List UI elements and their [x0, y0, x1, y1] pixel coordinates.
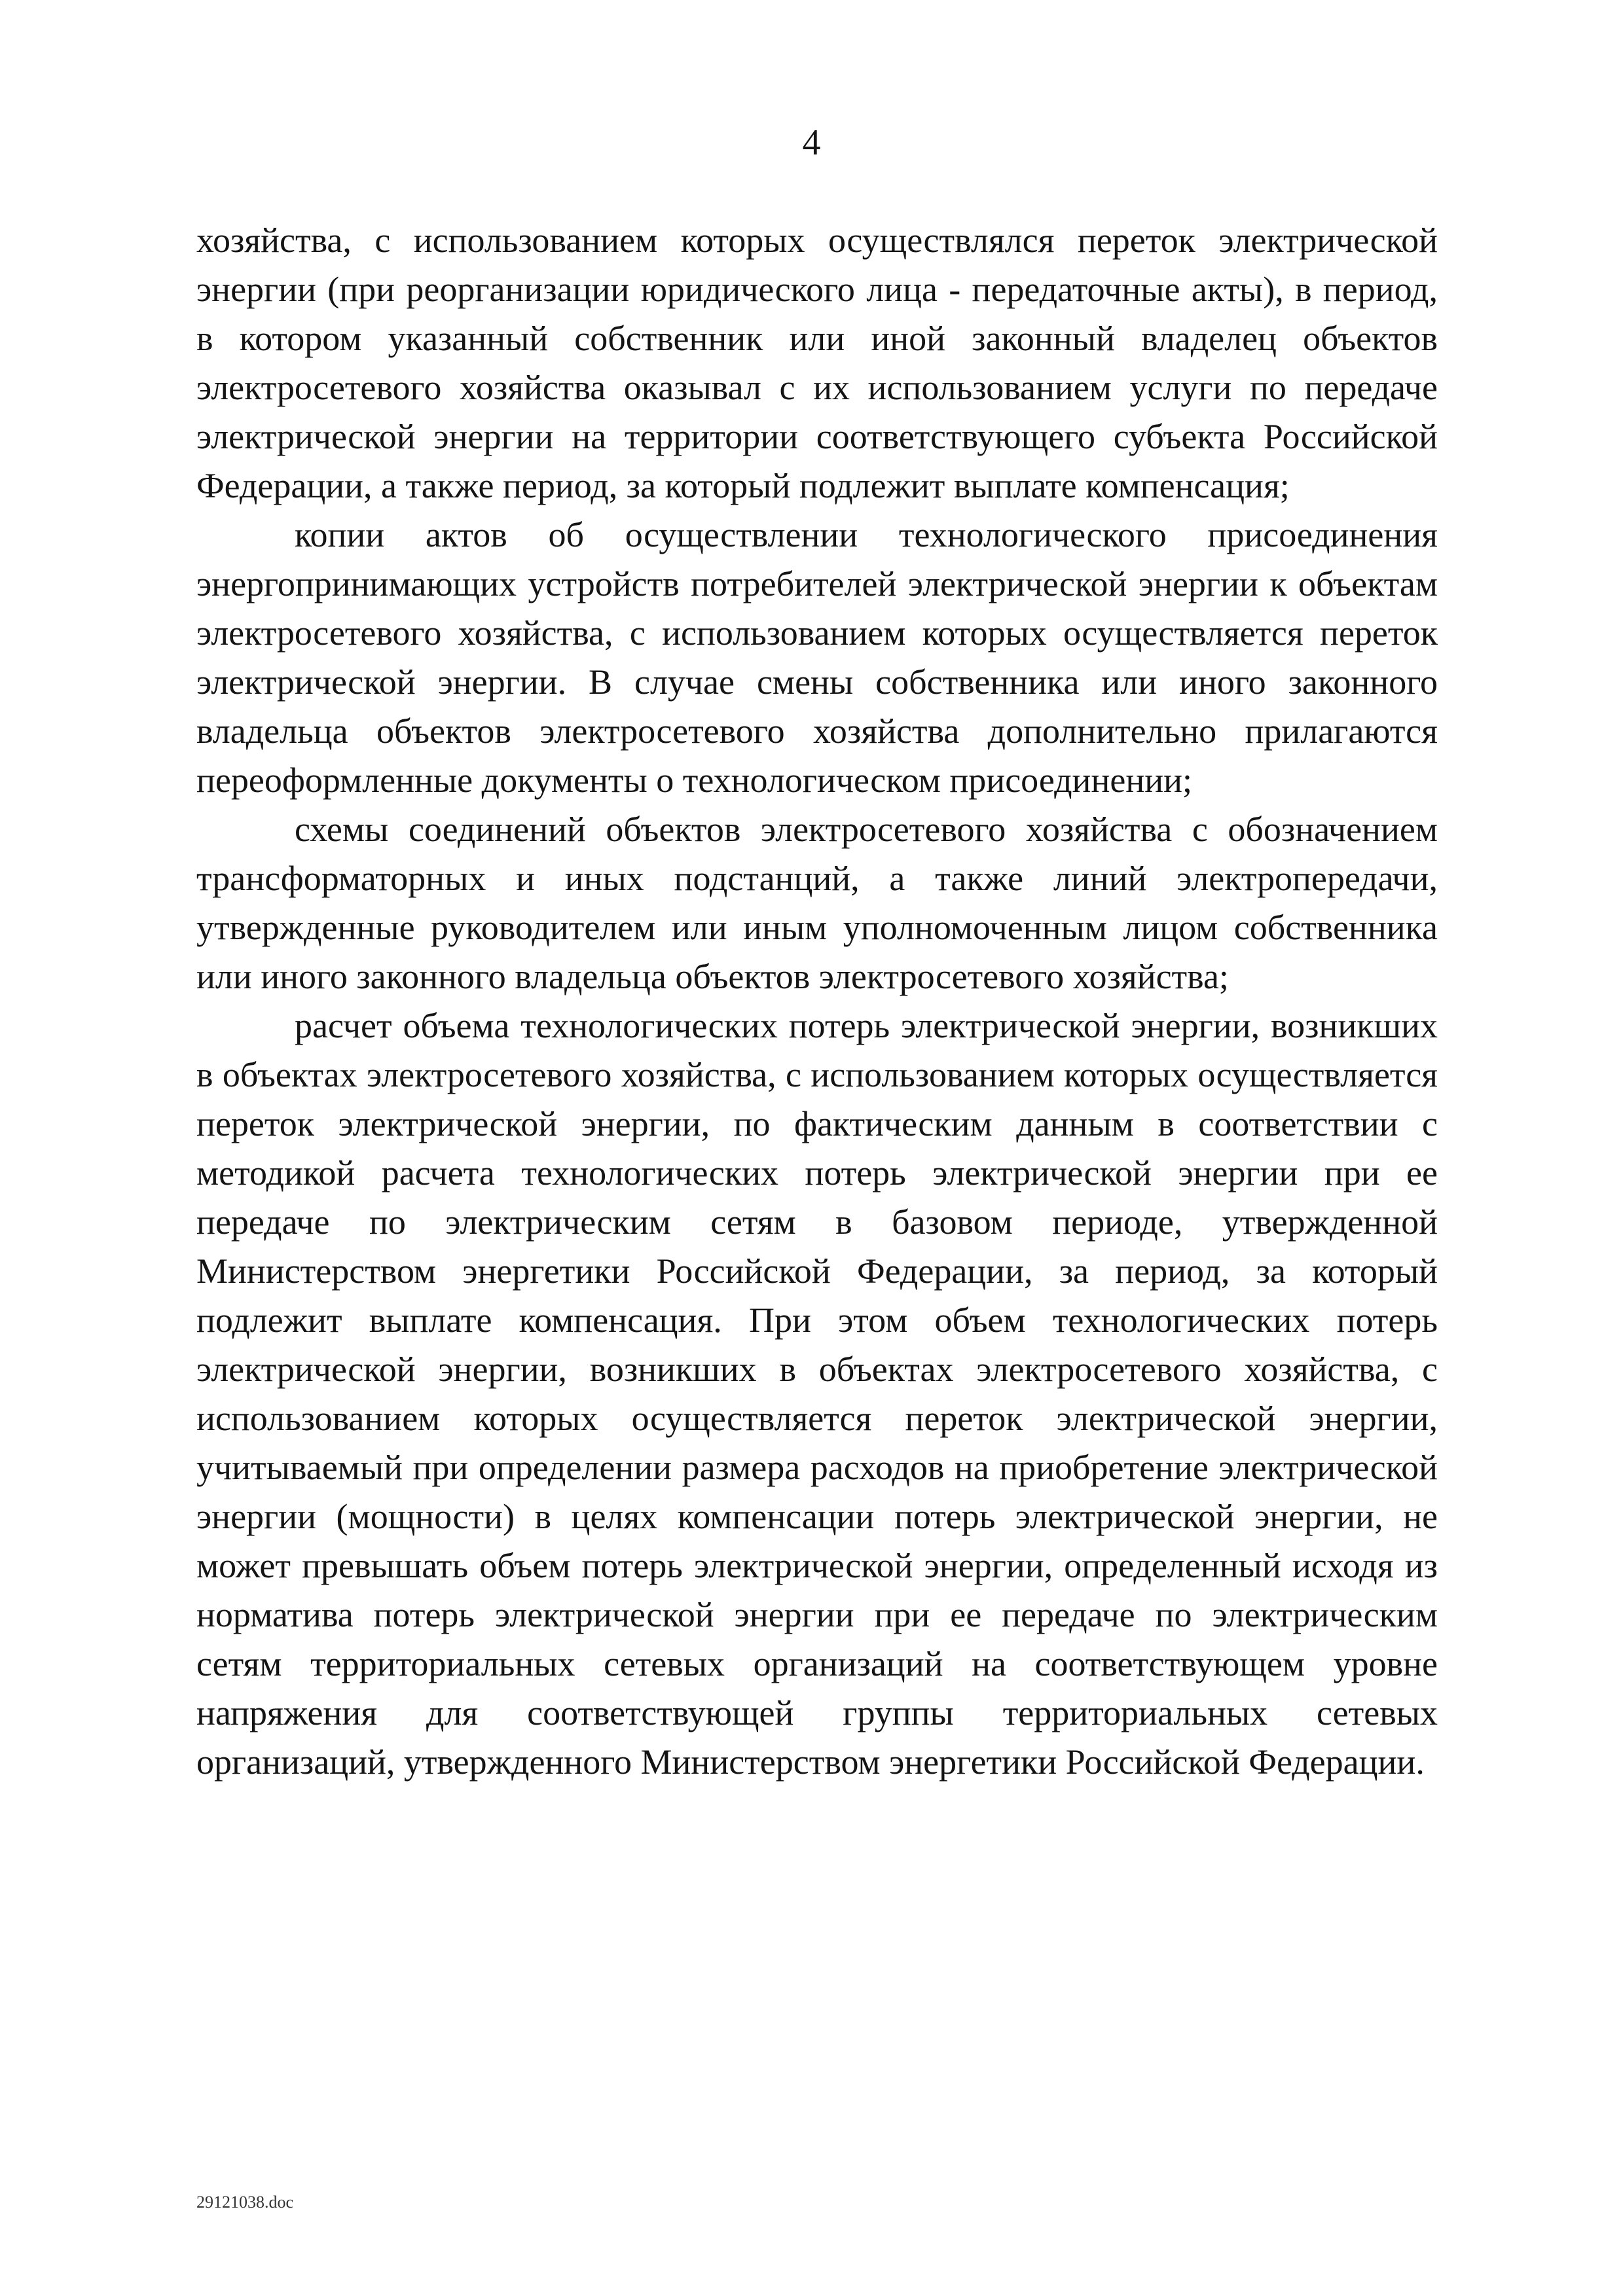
paragraph-acts-copies: копии актов об осуществлении технологического присоединения энергопринимающих устройств потребителей электрической энергии к объектам электросетевого хозяйства, с использованием которых осуществляется переток электрической энергии. В случае смены собственника или иного законного владельца объектов электросетевого хозяйства дополнительно прилагаются переоформленные документы о технологическом присоединении; — [196, 515, 1438, 800]
paragraph-continuation: хозяйства, с использованием которых осуществлялся переток электрической энергии (при реорганизации юридического лица - передаточные акты), в период, в котором указанный собственник или иной законный владелец объектов электросетевого хозяйства оказывал с их использованием услуги по передаче электрической энергии на территории соответствующего субъекта Российской Федерации, а также период, за который подлежит выплате компенсация; — [196, 221, 1438, 505]
paragraph-connection-schemes: схемы соединений объектов электросетевого хозяйства с обозначением трансформаторных и иных подстанций, а также линий электропередачи, утвержденные руководителем или иным уполномоченным лицом собственника или иного законного владельца объектов электросетевого хозяйства; — [196, 810, 1438, 996]
paragraph-loss-calculation: расчет объема технологических потерь электрической энергии, возникших в объектах электросетевого хозяйства, с использованием которых осуществляется переток электрической энергии, по фактическим данным в соответствии с методикой расчета технологических потерь электрической энергии при ее передаче по электрическим сетям в базовом периоде, утвержденной Министерством энергетики Российской Федерации, за период, за который подлежит выплате компенсация. При этом объем технологических потерь электрической энергии, возникших в объектах электросетевого хозяйства, с использованием которых осуществляется переток электрической энергии, учитываемый при определении размера расходов на приобретение электрической энергии (мощности) в целях компенсации потерь электрической энергии, не может превышать объем потерь электрической энергии, определенный исходя из норматива потерь электрической энергии при ее передаче по электрическим сетям территориальных сетевых организаций на соответствующем уровне напряжения для соответствующей группы территориальных сетевых организаций, утвержденного Министерством энергетики Российской Федерации. — [196, 1006, 1438, 1782]
page-number: 4 — [802, 122, 821, 163]
document-file-code: 29121038.doc — [196, 2193, 294, 2212]
document-body — [196, 216, 1438, 1787]
